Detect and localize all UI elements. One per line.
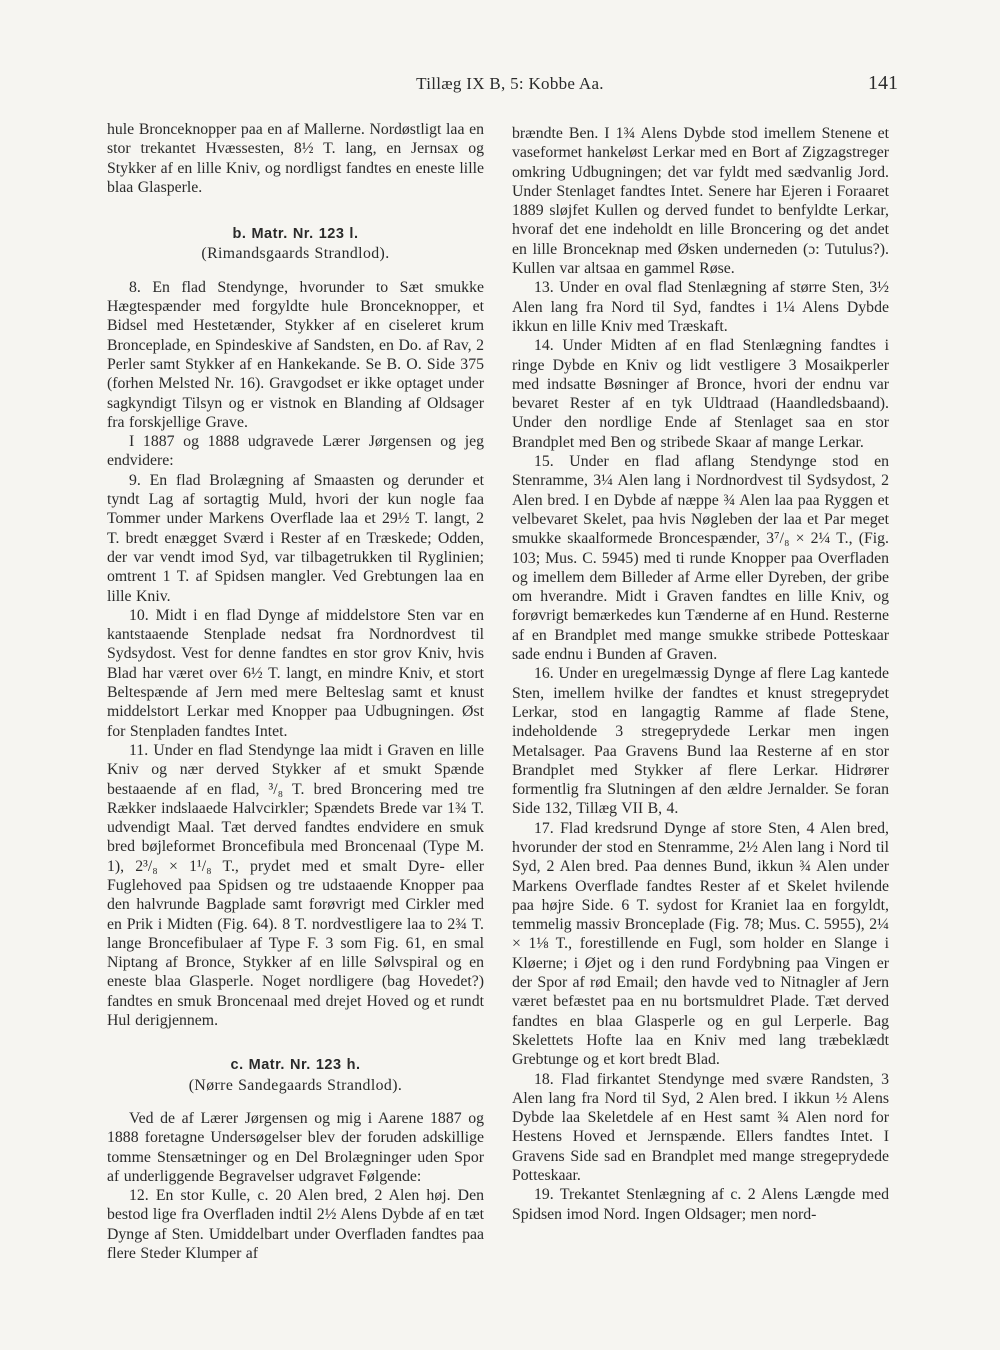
paragraph: brændte Ben. I 1¾ Alens Dybde stod imellem Stenene et vaseformet hankeløst Lerkar med en Bort af Zigzagstreger omkring Udbugningen; det var fyldt med sædvanlig Jord. Under Stenlaget fandtes Intet. Senere har Ejeren i Foraaret 1889 sløjfet Kullen og derved fundet to benfyldte Lerkar, hvoraf det ene indeholdt en lille Broncering og det andet en lille Bronceknap med Øsken underneden (ɔ: Tutulus?). Kullen var altsaa en gammel Røse. [512,125,889,278]
paragraph-10: 10. Midt i en flad Dynge af middelstore Sten var en kantstaaende Stenplade nedsat fra Nordnordvest til Sydsydost. Vest for denne fandtes en stor grov Kniv, hvis Blad har været over 6½ T. langt, en mindre Kniv, et stort Beltespænde af Jern med mere Belteslag samt et knust middelstort Lerkar med Knopper paa Udbugningen. Øst for Stenpladen fandtes Intet. [107,606,484,740]
paragraph-15: 15. Under en flad aflang Stendynge stod en Stenramme, 3¼ Alen lang i Nordnordvest til Sydsydost, 2 Alen bred. I en Dybde af næppe ¾ Alen laa paa Ryggen et velbevaret Skelet, paa hvis Nøgleben der laa et Par meget smukke skaalformede Broncespænder, 3⁷/₈ × 2¼ T., (Fig. 103; Mus. C. 5945) med ti runde Knopper paa Overfladen og imellem dem Billeder af Arme eller Dyreben, der gribe om hverandre. Midt i Graven fandtes en lille Kniv, og forøvrigt bemærkedes kun Tænderne af en Hund. Resterne af en Brandplet med mange smukke stribede Potteskaar sade endnu i Bunden af Graven. [512,453,889,664]
paragraph-ved: Ved de af Lærer Jørgensen og mig i Aarene 1887 og 1888 foretagne Undersøgelser blev der foruden adskillige tomme Stensætninger og en Del Brolægninger uden Spor af underliggende Begravelser udgravet Følgende: [107,1109,484,1185]
paragraph-11: 11. Under en flad Stendynge laa midt i Graven en lille Kniv og nær derved Stykker af et smukt Spænde bestaaende af en flad, ³/₈ T. bred Broncering med tre Rækker indslaaede Halvcirkler; Spændets Brede var 1¾ T. udvendigt Maal. Tæt derved fandtes endvidere en smuk bred bøjleformet Broncefibula med Broncenaal (Type M. 1), 2³/₈ × 1¹/₈ T., prydet med et smalt Dyre- eller Fuglehoved paa Spidsen og tre udstaaende Knopper paa den halvrunde Bagplade samt forøvrigt med Cirkler med en Prik i Midten (Fig. 64). 8 T. nordvestligere laa to 2¾ T. lange Broncefibulaer af Type F. 3 som Fig. 61, en smal Niptang af Bronce, Stykker af en lille Sølvspiral og en eneste blaa Glasperle. Noget nordligere (bag Hovedet?) fandtes en smuk Broncenaal med drejet Hoved og et rundt Hul derigjennem. [107,741,484,1030]
paragraph-13: 13. Under en oval flad Stenlægning af større Sten, 3½ Alen lang fra Nord til Syd, fandtes i 1¼ Alens Dybde ikkun en lille Kniv med Træskaft. [512,279,889,335]
right-column [512,124,889,1224]
left-column [107,120,484,1263]
page-number: 141 [868,72,898,94]
paragraph-17: 17. Flad kredsrund Dynge af store Sten, 4 Alen bred, hvorunder der stod en Stenramme, 2½ Alen lang i Nord til Syd, 2 Alen bred. Paa dennes Bund, ikkun ¾ Alen under Markens Overflade fandtes Rester af et Skelet hvilende paa højre Side. 6 T. sydost for Kraniet laa en forgyldt, temmelig massiv Bronceplade (Fig. 78; Mus. C. 5955), 2¼ × 1⅛ T., forestillende en Fugl, som holder en Slange i Kløerne; i Øjet og i den rund Fordybning paa Vingen er der Spor af rød Email; den havde ved to Nitnagler af Jern været befæstet paa en nu bortsmuldret Plade. Tæt derved fandtes en blaa Glasperle og en gul Lerperle. Bag Skelettets Hofte laa en Kniv med lang træbeklædt Grebtunge og et kort bredt Blad. [512,819,889,1069]
section-heading-c: c. Matr. Nr. 123 h. [230,1057,361,1074]
paragraph-19: 19. Trekantet Stenlægning af c. 2 Alens Længde med Spidsen imod Nord. Ingen Oldsager; men nord- [512,1186,889,1223]
section-heading-b: b. Matr. Nr. 123 l. [232,226,359,243]
paragraph: hule Bronceknopper paa en af Mallerne. Nordøstligt laa en stor trekantet Hvæssesten, 8½ T. lang, en Jernsax og Stykker af en lille Kniv, og nordligst fandtes en eneste lille blaa Glasperle. [107,121,484,196]
paragraph-16: 16. Under en uregelmæssig Dynge af flere Lag kantede Sten, imellem hvilke der fandtes et knust stregeprydet Lerkar, stod en langagtig Ramme af flade Stene, indeholdende 3 stregeprydede Lerkar men ingen Metalsager. Paa Gravens Bund laa Resterne af en stor Brandplet med Stykker af flere Lerkar. Hidrører formentlig fra Slutningen af den ældre Jernalder. Se foran Side 132, Tillæg VII B, 4. [512,665,889,818]
paragraph-9: 9. En flad Brolægning af Smaasten og derunder et tyndt Lag af sortagtig Muld, hvori der kun nogle faa Tommer under Markens Overflade laa et 29½ T. langt, 2 T. bredt enægget Sværd i Rester af en Træskede; Odden, der var vendt imod Syd, var tilbagetrukken til Ryglinien; omtrent 1 T. af Spidsen mangler. Ved Grebtungen laa en lille Kniv. [107,471,484,605]
paragraph-14: 14. Under Midten af en flad Stenlægning fandtes i ringe Dybde en Kniv og lidt vestligere 3 Mosaikperler med indsatte Bøsninger af Bronce, hvori der endnu var bevaret Rester af en tyk Uldtraad (Haandledsbaand). Under den nordlige Ende af Stenlaget saa en stor Brandplet med Ben og stribede Skaar af mange Lerkar. [512,337,889,451]
paragraph-18: 18. Flad firkantet Stendynge med svære Randsten, 3 Alen lang fra Nord til Syd, 2 Alen bred. I ikkun ½ Alens Dybde laa Skeletdele af en Hest samt ¾ Alen nord for Hestens Hoved et Jernspænde. Ellers fandtes Intet. I Gravens Side sad en Brandplet med mange stregeprydede Potteskaar. [512,1070,889,1185]
section-subheading-c: (Nørre Sandegaards Strandlod). [188,1076,403,1094]
section-subheading-b: (Rimandsgaards Strandlod). [201,245,390,263]
paragraph-1887: I 1887 og 1888 udgravede Lærer Jørgensen og jeg endvidere: [107,433,484,470]
running-title: Tillæg IX B, 5: Kobbe Aa. [416,74,604,93]
paragraph-8: 8. En flad Stendynge, hvorunder to Sæt smukke Hægtespænder med forgyldte hule Bronceknopper, et Bidsel med Hestetænder, Stykker af en ciseleret krum Bronceplade, en Spindeskive af Sandsten, en Do. af Rav, 2 Perler samt Stykker af en Hankekande. Se B. O. Side 375 (forhen Melsted Nr. 16). Gravgodset er ikke optaget under sagkyndigt Tilsyn og er vistnok en Blanding af Oldsager fra forskjellige Grave. [107,278,484,431]
paragraph-12: 12. En stor Kulle, c. 20 Alen bred, 2 Alen høj. Den bestod lige fra Overfladen indtil 2½ Alens Dybde af en tæt Dynge af Sten. Umiddelbart under Overfladen fandtes paa flere Steder Klumper af [107,1187,484,1263]
